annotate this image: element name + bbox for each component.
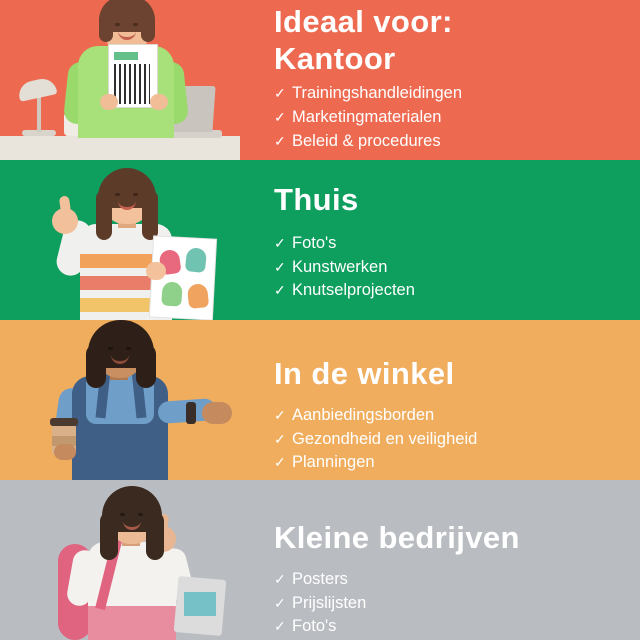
list-item: [274, 592, 640, 616]
pointing-hand-icon: [202, 402, 232, 424]
list-item-label: Prijslijsten: [292, 593, 367, 612]
handprint-icon: [185, 247, 207, 273]
person-hair-right: [142, 190, 158, 240]
list-item: [274, 404, 640, 428]
check-icon: ✓: [274, 109, 286, 126]
check-icon: ✓: [274, 133, 286, 150]
list-item-label: Posters: [292, 569, 348, 588]
photo-kantoor: [0, 0, 240, 160]
check-icon: ✓: [274, 234, 286, 251]
kicker-text: Ideaal voor:: [274, 4, 453, 39]
list-item: [274, 130, 640, 154]
eye-left: [115, 23, 120, 26]
eye-left: [120, 513, 125, 516]
eye-left: [108, 347, 113, 350]
heading-in-de-winkel: In de winkel: [274, 356, 455, 391]
list-item-label: Marketingmaterialen: [292, 108, 442, 127]
list-item-label: Kunstwerken: [292, 257, 388, 276]
list-item-label: Beleid & procedures: [292, 132, 441, 151]
list-item-label: Gezondheid en veiligheid: [292, 429, 478, 448]
list-item: [274, 279, 640, 303]
list-item-label: Trainingshandleidingen: [292, 84, 463, 103]
person-hair-right: [136, 344, 156, 388]
check-icon: ✓: [274, 570, 286, 587]
bullet-list-thuis: [274, 232, 640, 304]
list-item: [274, 256, 640, 280]
list-item-label: Aanbiedingsborden: [292, 405, 435, 424]
photo-in-de-winkel: [0, 320, 240, 480]
list-item: [274, 428, 640, 452]
list-item: [274, 106, 640, 130]
check-icon: ✓: [274, 594, 286, 611]
check-icon: ✓: [274, 282, 286, 299]
list-item: [274, 232, 640, 256]
person-hair-left: [99, 14, 113, 42]
band-kleine-bedrijven: [0, 480, 640, 640]
lamp-head-icon: [17, 76, 58, 102]
person-hair-right: [141, 14, 155, 42]
check-icon: ✓: [274, 618, 286, 635]
person-hair-left: [86, 344, 106, 388]
photo-kleine-bedrijven: [0, 480, 240, 640]
content-kantoor: [240, 0, 640, 154]
list-item: [274, 82, 640, 106]
bullet-list-kleine-bedrijven: [274, 568, 640, 640]
content-in-de-winkel: [240, 320, 640, 475]
band-kantoor: [0, 0, 640, 160]
bullet-list-in-de-winkel: [274, 404, 640, 476]
wristwatch-icon: [186, 402, 196, 424]
list-item: [274, 615, 640, 639]
hand-right: [150, 94, 168, 110]
bag-label: [184, 592, 216, 616]
check-icon: ✓: [274, 85, 286, 102]
hand-left: [100, 94, 118, 110]
desk-surface: [0, 136, 240, 160]
eye-right: [133, 23, 138, 26]
document-lines: [114, 64, 150, 104]
list-item-label: Foto's: [292, 617, 337, 636]
band-in-de-winkel: [0, 320, 640, 480]
list-item: [274, 451, 640, 475]
check-icon: ✓: [274, 454, 286, 471]
eye-right: [133, 193, 138, 196]
bullet-list-kantoor: [274, 82, 640, 154]
eye-right: [138, 513, 143, 516]
hand-holding-artwork: [146, 262, 166, 280]
check-icon: ✓: [274, 406, 286, 423]
heading-kleine-bedrijven: Kleine bedrijven: [274, 520, 520, 555]
list-item-label: Knutselprojecten: [292, 281, 415, 300]
content-kleine-bedrijven: [240, 480, 640, 639]
list-item: [274, 568, 640, 592]
list-item-label: Planningen: [292, 453, 375, 472]
photo-thuis: [0, 160, 240, 320]
check-icon: ✓: [274, 430, 286, 447]
coffee-cup-lid: [50, 418, 78, 426]
band-thuis: [0, 160, 640, 320]
check-icon: ✓: [274, 258, 286, 275]
content-thuis: [240, 160, 640, 303]
person-hair-right: [146, 512, 164, 560]
eye-left: [115, 193, 120, 196]
eye-right: [126, 347, 131, 350]
footprint-icon: [161, 281, 183, 306]
person-hair-left: [96, 190, 112, 240]
list-item-label: Foto's: [292, 233, 337, 252]
thumb-icon: [59, 195, 71, 214]
lamp-pole-icon: [37, 94, 41, 132]
heading-thuis: Thuis: [274, 182, 359, 217]
person-hair-left: [100, 512, 118, 560]
hand-holding-cup: [54, 444, 76, 460]
document-header-block: [114, 52, 138, 60]
heading-kantoor: Kantoor: [274, 40, 396, 76]
person-shirt-bottom: [88, 606, 176, 640]
